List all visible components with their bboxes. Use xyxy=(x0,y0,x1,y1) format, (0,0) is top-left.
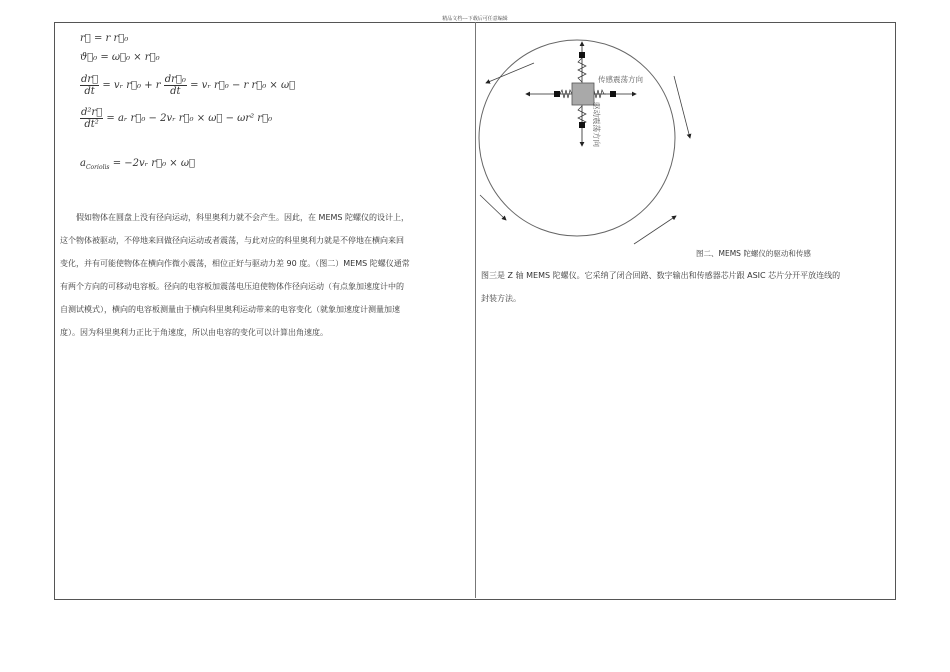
equation-5: $a_{Coriolis}$ = −2vᵣ r⃗₀ × ω⃗ xyxy=(80,158,195,171)
anchor-top xyxy=(579,52,585,58)
paragraph-line: 这个物体被驱动，不停地来回做径向运动或者震荡，与此对应的科里奥利力就是不停地在横向来回 xyxy=(60,236,404,245)
anchor-left xyxy=(554,91,560,97)
drive-direction-label: 驱动震荡方向 xyxy=(592,102,601,147)
rotation-arrow-icon xyxy=(674,76,690,138)
equation-1: r⃗ = r r⃗₀ xyxy=(80,33,129,44)
gyro-diagram xyxy=(476,28,696,250)
paragraph-line: 变化，并有可能使物体在横向作微小震荡，相位正好与驱动力差 90 度。（图二）MEMS 陀螺仪通常 xyxy=(60,259,410,268)
rotation-arrow-icon xyxy=(634,216,676,244)
right-paragraph xyxy=(481,264,840,310)
equation-4: $\frac{\text{d²r⃗}}{\text{dt²}}$ = aᵣ r⃗₀ − 2vᵣ r⃗₀ × ω⃗ − ωr² r⃗₀ xyxy=(81,107,273,130)
paragraph-line: 图三是 Z 轴 MEMS 陀螺仪。它采纳了闭合回路、数字输出和传感器芯片跟 ASIC 芯片分开平放连线的 xyxy=(481,271,841,280)
eq4-fraction: $\frac{\text{d²r⃗}}{\text{dt²}}$ xyxy=(81,107,103,130)
anchor-bottom xyxy=(579,122,585,128)
anchor-right xyxy=(610,91,616,97)
eq3-lhs-fraction: $\frac{dr⃗}{dt}$ xyxy=(81,74,99,97)
rotation-circle xyxy=(479,40,675,236)
equation-2: ϑ⃗₀ = ω⃗₀ × r⃗₀ xyxy=(80,52,160,63)
equation-3: $\frac{dr⃗}{dt}$ = vᵣ r⃗₀ + r $\frac{\text{dr⃗₀}}{dt}$ = vᵣ r⃗₀ − r r⃗₀ × ω⃗ xyxy=(81,74,296,97)
rotation-arrow-icon xyxy=(480,195,506,220)
paragraph-line: 自测试模式），横向的电容板测量由于横向科里奥利运动带来的电容变化（就象加速度计测量加速 xyxy=(60,305,400,314)
proof-mass xyxy=(572,83,594,105)
header-note: 精品文档---下载后可任意编辑 xyxy=(442,16,508,22)
paragraph-line: 有两个方向的可移动电容板。径向的电容板加震荡电压迫使物体作径向运动（有点象加速度计中的 xyxy=(60,282,404,291)
paragraph-line: 度）。因为科里奥利力正比于角速度，所以由电容的变化可以计算出角速度。 xyxy=(60,328,328,337)
eq3-mid-fraction: $\frac{\text{dr⃗₀}}{dt}$ xyxy=(164,74,186,97)
left-paragraph xyxy=(60,206,410,344)
paragraph-line: 封装方法。 xyxy=(481,294,521,303)
sense-direction-label: 传感震荡方向 xyxy=(598,75,643,84)
paragraph-line: 假如物体在圆盘上没有径向运动，科里奥利力就不会产生。因此，在 MEMS 陀螺仪的设计上， xyxy=(60,213,410,222)
figure-caption: 图二、MEMS 陀螺仪的驱动和传感 xyxy=(696,249,811,258)
